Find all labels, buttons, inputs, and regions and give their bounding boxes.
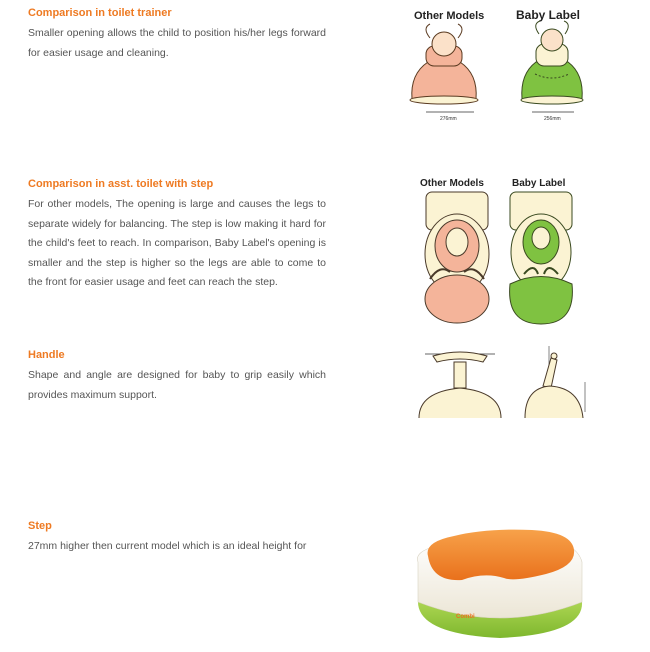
handle-front-view bbox=[419, 352, 501, 418]
other-models-label: Other Models bbox=[414, 10, 485, 22]
section-heading: Handle bbox=[28, 349, 65, 361]
brand-logo: Combi bbox=[456, 614, 475, 620]
section-body: Shape and angle are designed for baby to grip easily which provides maximum support. bbox=[28, 369, 326, 401]
other-model-trainer bbox=[410, 24, 478, 104]
section-heading: Comparison in asst. toilet with step bbox=[28, 178, 214, 190]
other-models-label: Other Models bbox=[420, 178, 484, 189]
step-stool bbox=[417, 530, 582, 638]
baby-label-label: Baby Label bbox=[512, 178, 566, 189]
section-toilet-trainer bbox=[28, 7, 326, 63]
baby-label-dimension: 256mm bbox=[544, 116, 561, 122]
section-heading: Step bbox=[28, 520, 52, 532]
trainer-comparison-illustration bbox=[398, 4, 598, 134]
section-heading: Comparison in toilet trainer bbox=[28, 7, 172, 19]
section-step-toilet bbox=[28, 178, 326, 293]
handle-illustration bbox=[415, 342, 590, 418]
handle-side-view bbox=[525, 346, 585, 418]
section-step bbox=[28, 520, 326, 557]
section-body: For other models, The opening is large and causes the legs to separate widely for balancing. The step is low making it hard for the child's feet to reach. In comparison, Baby Label's opening is smaller and the step is higher so the legs are able to come to the front for easier usage and feet can reach the step. bbox=[28, 198, 326, 288]
section-body: Smaller opening allows the child to position his/her legs forward for easier usage and cleaning. bbox=[28, 27, 326, 59]
section-body: 27mm higher then current model which is an ideal height for bbox=[28, 540, 307, 552]
baby-label-step-toilet bbox=[510, 192, 573, 324]
step-product-image bbox=[414, 522, 586, 642]
other-model-dimension: 276mm bbox=[440, 116, 457, 122]
baby-label-label: Baby Label bbox=[516, 8, 581, 22]
other-model-step-toilet bbox=[425, 192, 489, 323]
section-handle bbox=[28, 349, 326, 405]
baby-label-trainer bbox=[521, 21, 583, 104]
step-toilet-illustration bbox=[410, 174, 590, 334]
